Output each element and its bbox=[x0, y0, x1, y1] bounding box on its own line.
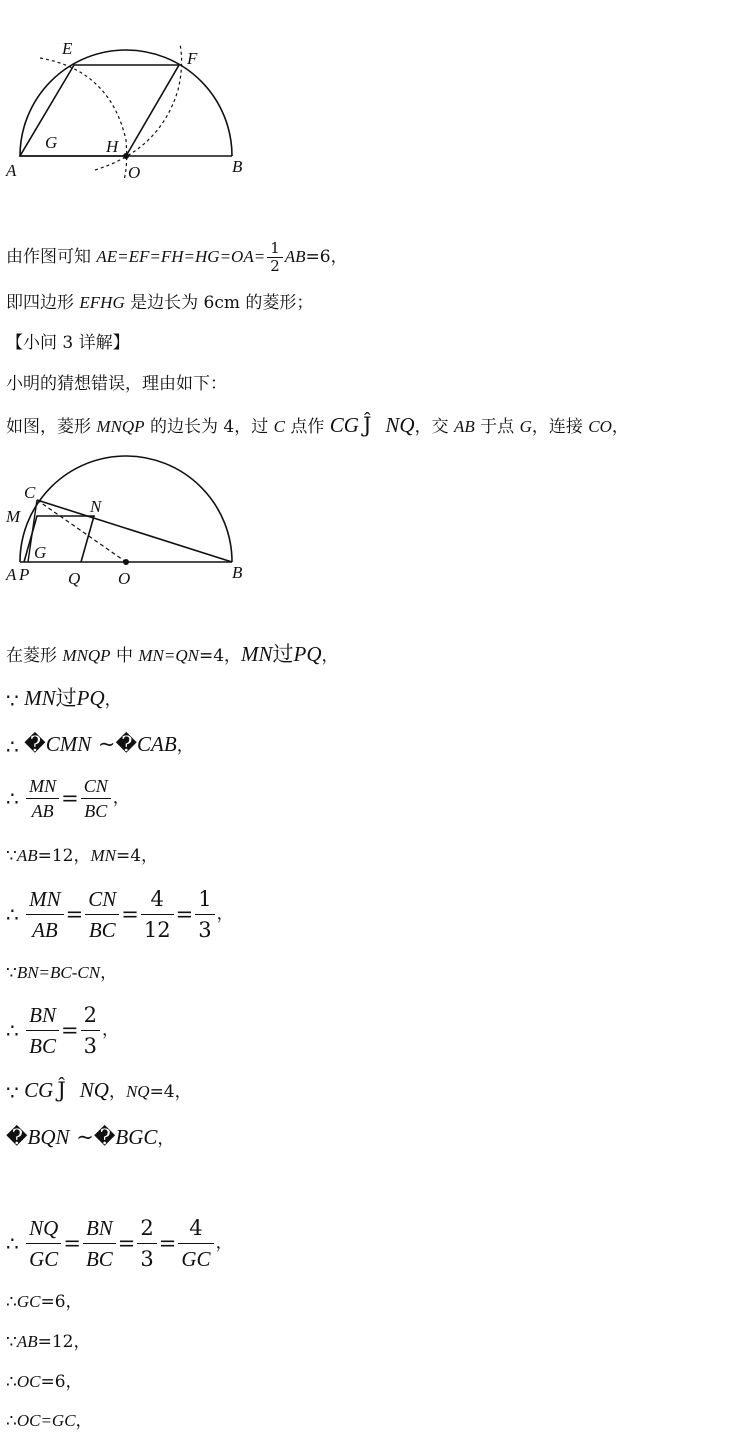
text: =6， bbox=[305, 247, 348, 267]
line-5 bbox=[6, 414, 629, 438]
text: =6， bbox=[40, 1292, 83, 1312]
fraction bbox=[137, 1213, 156, 1274]
text: =12， bbox=[37, 846, 91, 866]
fig2-label-M: M bbox=[6, 507, 21, 526]
fraction bbox=[26, 774, 59, 823]
fraction bbox=[178, 1213, 213, 1274]
garbled-symbol: Ĵ bbox=[57, 1078, 66, 1102]
denominator: GC bbox=[29, 1247, 59, 1271]
line-7 bbox=[6, 687, 122, 712]
text: ， bbox=[101, 1020, 119, 1040]
fraction bbox=[26, 1213, 61, 1274]
denominator: 2 bbox=[270, 257, 280, 275]
text: CMN bbox=[45, 732, 92, 756]
denominator: BC bbox=[84, 801, 108, 821]
text: CAB bbox=[137, 732, 177, 756]
line-12 bbox=[6, 962, 117, 985]
garbled-symbol: � bbox=[24, 732, 46, 756]
text: BN=BC-CN bbox=[16, 963, 101, 982]
because-symbol: ∵ bbox=[6, 1332, 17, 1353]
text: ， bbox=[100, 963, 118, 983]
denominator: 3 bbox=[198, 918, 212, 942]
line-1 bbox=[6, 240, 348, 275]
text: ， bbox=[108, 1082, 126, 1102]
text: CG bbox=[329, 413, 359, 437]
line-4: 小明的猜想错误，理由如下： bbox=[6, 374, 227, 394]
fig2-label-N: N bbox=[90, 497, 102, 516]
therefore-symbol: ∴ bbox=[6, 1292, 17, 1313]
equals: = bbox=[121, 902, 139, 927]
text: 如图，菱形 bbox=[6, 417, 97, 437]
text: MN bbox=[241, 642, 273, 666]
text: MNQP bbox=[62, 646, 111, 665]
text: 中 bbox=[110, 646, 139, 666]
numerator: NQ bbox=[26, 1213, 61, 1244]
numerator: 1 bbox=[267, 240, 283, 258]
fraction bbox=[81, 1000, 100, 1061]
therefore-symbol: ∴ bbox=[6, 734, 19, 759]
equals: = bbox=[175, 902, 194, 927]
text: MN bbox=[90, 846, 116, 865]
equals: = bbox=[158, 1231, 177, 1256]
text: ， bbox=[75, 1411, 93, 1431]
fig2-label-P: P bbox=[19, 565, 30, 584]
text: =4， bbox=[116, 846, 159, 866]
fraction bbox=[81, 774, 111, 823]
text: ， bbox=[611, 417, 629, 437]
equals: = bbox=[117, 1231, 136, 1256]
numerator: MN bbox=[26, 884, 64, 915]
text: 即四边形 bbox=[6, 293, 80, 313]
text: NQ bbox=[125, 1082, 150, 1101]
text: ~ bbox=[69, 1125, 94, 1149]
text: ， bbox=[216, 904, 234, 924]
figure-1-semicircle-rhombus bbox=[0, 30, 270, 190]
fig1-label-B: B bbox=[232, 157, 243, 176]
therefore-symbol: ∴ bbox=[6, 1411, 17, 1432]
text: ， bbox=[176, 736, 194, 756]
section-heading: 【小问 3 详解】 bbox=[6, 333, 130, 353]
text: MN bbox=[24, 686, 56, 710]
line-14 bbox=[6, 1079, 192, 1104]
text: C bbox=[273, 417, 285, 436]
text: 的边长为 4，过 bbox=[144, 417, 274, 437]
text: =12， bbox=[37, 1332, 91, 1352]
text: CO bbox=[588, 417, 612, 436]
fraction bbox=[141, 884, 174, 945]
equals: = bbox=[63, 1231, 81, 1256]
text: ， bbox=[157, 1129, 175, 1149]
text: GC bbox=[16, 1292, 41, 1311]
numerator: 2 bbox=[81, 1000, 100, 1031]
therefore-symbol: ∴ bbox=[6, 1231, 19, 1256]
text: 过 bbox=[272, 642, 294, 666]
text: ，连接 bbox=[531, 417, 589, 437]
fig2-label-A: A bbox=[6, 565, 17, 584]
garbled-symbol: Ĵ bbox=[362, 413, 372, 437]
numerator: 2 bbox=[137, 1213, 156, 1244]
denominator: AB bbox=[32, 918, 58, 942]
text: MNQP bbox=[96, 417, 145, 436]
fraction bbox=[85, 884, 119, 945]
line-20 bbox=[6, 1410, 93, 1433]
text: 于点 bbox=[474, 417, 520, 437]
garbled-symbol: � bbox=[6, 1125, 28, 1149]
line-6 bbox=[6, 643, 339, 667]
numerator: BN bbox=[26, 1000, 59, 1031]
text: 在菱形 bbox=[6, 646, 63, 666]
text: EFHG bbox=[79, 293, 125, 312]
line-8 bbox=[6, 733, 194, 758]
fig1-label-F: F bbox=[187, 49, 198, 68]
line-2 bbox=[6, 292, 313, 314]
therefore-symbol: ∴ bbox=[6, 786, 19, 811]
denominator: AB bbox=[31, 801, 54, 821]
fig2-label-Q: Q bbox=[68, 569, 81, 588]
line-19 bbox=[6, 1371, 83, 1394]
text: OC bbox=[16, 1372, 41, 1391]
text: ， bbox=[104, 690, 122, 710]
numerator: 1 bbox=[195, 884, 214, 915]
text: 过 bbox=[55, 686, 77, 710]
line-15 bbox=[6, 1126, 174, 1150]
line-18 bbox=[6, 1331, 91, 1354]
text: G bbox=[519, 417, 532, 436]
text: =4， bbox=[198, 646, 242, 666]
line-13 bbox=[6, 1000, 119, 1061]
text: NQ bbox=[79, 1078, 109, 1102]
denominator: GC bbox=[181, 1247, 211, 1271]
numerator: 4 bbox=[178, 1213, 213, 1244]
text: AB bbox=[453, 417, 475, 436]
fig2-label-B: B bbox=[232, 563, 243, 582]
line-10 bbox=[6, 845, 158, 868]
fraction bbox=[83, 1213, 116, 1274]
text: ， bbox=[321, 646, 339, 666]
fig1-label-A: A bbox=[6, 161, 17, 180]
garbled-symbol: � bbox=[115, 732, 138, 756]
equation: AE=EF=FH=HG=OA= bbox=[96, 247, 266, 266]
numerator: CN bbox=[85, 884, 119, 915]
therefore-symbol: ∴ bbox=[6, 1018, 19, 1043]
denominator: BC bbox=[29, 1034, 56, 1058]
equals: = bbox=[65, 902, 84, 927]
text: 是边长为 6cm 的菱形； bbox=[124, 293, 314, 313]
denominator: 12 bbox=[143, 918, 171, 942]
equals: = bbox=[61, 786, 79, 811]
fig2-label-O: O bbox=[118, 569, 131, 588]
text: BQN bbox=[27, 1125, 70, 1149]
denominator: 3 bbox=[140, 1247, 154, 1271]
garbled-symbol: � bbox=[93, 1125, 116, 1149]
numerator: MN bbox=[26, 774, 59, 799]
because-symbol: ∵ bbox=[6, 846, 17, 867]
text: PQ bbox=[293, 642, 322, 666]
text: AB bbox=[16, 846, 38, 865]
text: =6， bbox=[40, 1372, 83, 1392]
text: BGC bbox=[115, 1125, 158, 1149]
figure-2-semicircle-rhombus bbox=[0, 450, 270, 590]
text: CG bbox=[24, 1078, 54, 1102]
text: MN=QN bbox=[138, 646, 199, 665]
text: 点作 bbox=[284, 417, 330, 437]
numerator: BN bbox=[83, 1213, 116, 1244]
denominator: BC bbox=[85, 1247, 113, 1271]
denominator: BC bbox=[88, 918, 116, 942]
fraction bbox=[26, 884, 64, 945]
text: NQ bbox=[385, 413, 415, 437]
text: =4， bbox=[149, 1082, 192, 1102]
therefore-symbol: ∴ bbox=[6, 902, 19, 927]
fraction bbox=[267, 240, 283, 275]
text: PQ bbox=[76, 686, 105, 710]
text: ， bbox=[112, 788, 130, 808]
fig1-label-G: G bbox=[45, 133, 58, 152]
text: ~ bbox=[91, 732, 116, 756]
fig1-label-H: H bbox=[106, 137, 119, 156]
therefore-symbol: ∴ bbox=[6, 1372, 17, 1393]
line-16 bbox=[6, 1213, 233, 1274]
line-9 bbox=[6, 774, 130, 823]
because-symbol: ∵ bbox=[6, 1080, 19, 1105]
line-11 bbox=[6, 884, 234, 945]
because-symbol: ∵ bbox=[6, 688, 19, 713]
text: AB bbox=[16, 1332, 38, 1351]
text: ， bbox=[215, 1233, 233, 1253]
because-symbol: ∵ bbox=[6, 963, 17, 984]
line-17 bbox=[6, 1291, 83, 1314]
equals: = bbox=[60, 1018, 79, 1043]
text: 由作图可知 bbox=[6, 247, 97, 267]
fig1-label-E: E bbox=[62, 39, 73, 58]
fraction bbox=[195, 884, 214, 945]
text: OC=GC bbox=[16, 1411, 76, 1430]
fig1-label-O: O bbox=[128, 163, 141, 182]
numerator: CN bbox=[81, 774, 111, 799]
text: AB bbox=[284, 247, 306, 266]
fig2-label-C: C bbox=[24, 483, 36, 502]
fig2-label-G: G bbox=[34, 543, 47, 562]
numerator: 4 bbox=[141, 884, 174, 915]
denominator: 3 bbox=[83, 1034, 97, 1058]
text: ，交 bbox=[414, 417, 454, 437]
fraction bbox=[26, 1000, 59, 1061]
